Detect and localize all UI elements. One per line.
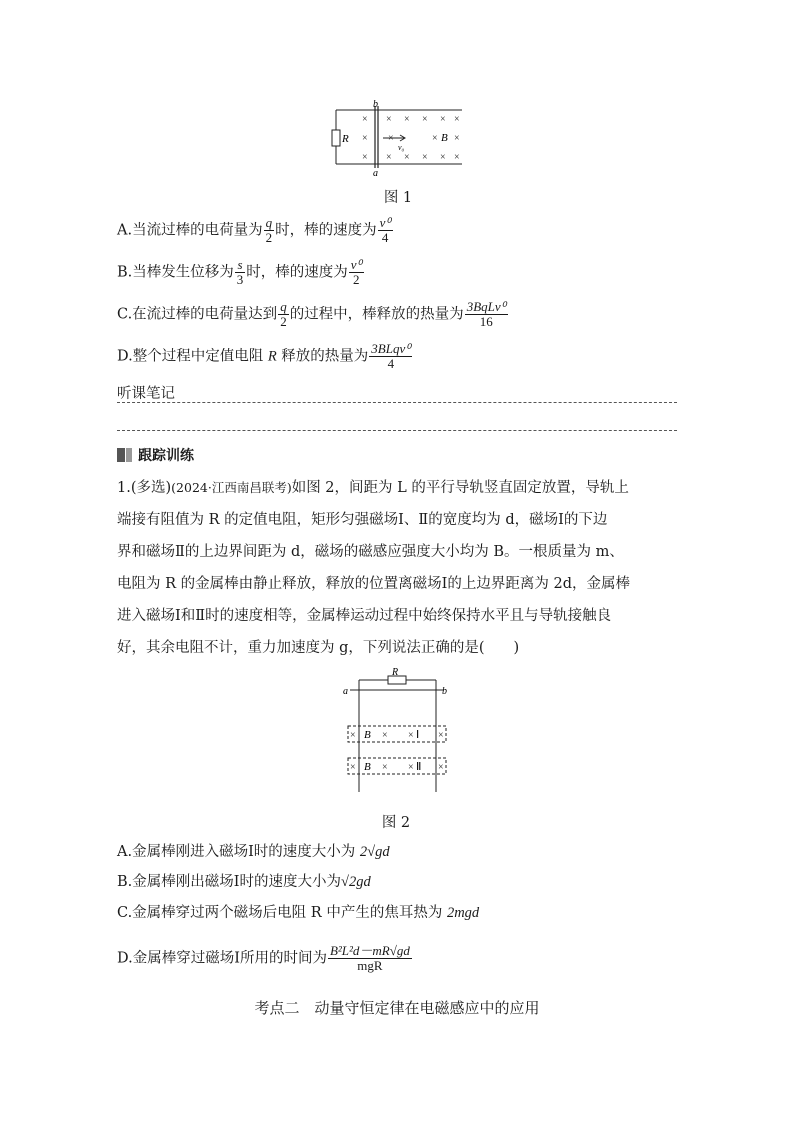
option-a: A.当流过棒的电荷量为 $\frac{q}{2}$ 时，棒的速度为 $\frac{\text{v⁰}}{4}$ [117, 215, 391, 245]
fraction: $\frac{\text{3BLqv⁰}}{4}$ [371, 341, 411, 371]
fig1-label-B: B [441, 132, 448, 144]
svg-text:×: × [432, 133, 438, 144]
svg-text:×: × [350, 762, 356, 773]
svg-text:×: × [454, 114, 460, 125]
svg-text:×: × [408, 730, 414, 741]
svg-text:×: × [422, 114, 428, 125]
notes-divider [117, 430, 677, 431]
question-2: 1.(多选)(2024·江西南昌联考)如图 2，间距为 L 的平行导轨竖直固定放置，导轨上 端接有阻值为 R 的定值电阻，矩形匀强磁场Ⅰ、Ⅱ的宽度均为 d，磁场Ⅰ的下边 界和磁场Ⅱ的上边界间距为 d，磁场的磁感应强度大小均为 B。一根质量为 m、 电阻为 R 的金属棒由静止释放，释放的位置离磁场Ⅰ的上边界距离为 2d，金属棒 进入磁场Ⅰ和Ⅱ时的速度相等，金属棒运动过程中始终保持水平且与导轨接触良 好，其余电阻不计，重力加速度为 g，下列说法正确的是( ) [117, 480, 630, 656]
svg-text:×: × [440, 152, 446, 163]
fig1-label-R: R [342, 133, 349, 145]
figure-1 [328, 98, 468, 178]
fig2-label-a: a [343, 686, 348, 697]
tag-icon [117, 448, 125, 462]
svg-text:×: × [440, 114, 446, 125]
fraction: $\frac{\text{v⁰}}{2}$ [350, 257, 362, 287]
fig2-label-R: R [392, 667, 399, 678]
svg-text:×: × [438, 730, 444, 741]
fraction: $\frac{\text{v⁰}}{4}$ [379, 215, 391, 245]
fig2-caption: 图 2 [381, 815, 411, 831]
fig2-label-I: Ⅰ [416, 729, 420, 741]
section-tag: 跟踪训练 [117, 446, 194, 464]
section-heading: 考点二 动量守恒定律在电磁感应中的应用 [254, 999, 540, 1017]
tag-icon [126, 448, 132, 462]
svg-text:×: × [362, 114, 368, 125]
svg-text:×: × [386, 114, 392, 125]
fraction: $\frac{q}{2}$ [280, 299, 287, 329]
option-d: D.整个过程中定值电阻 R 释放的热量为 $\frac{\text{3BLqv⁰}}{4}$ [117, 341, 411, 371]
svg-text:×: × [422, 152, 428, 163]
svg-text:×: × [382, 762, 388, 773]
svg-text:×: × [382, 730, 388, 741]
notes-divider [117, 402, 677, 403]
fig2-label-b: b [442, 686, 447, 697]
svg-text:×: × [408, 762, 414, 773]
fraction: $\frac{\text{B²L²d－mR√gd}}{\text{mgR}}$ [329, 943, 410, 973]
svg-text:×: × [362, 152, 368, 163]
notes-label: 听课笔记 [117, 386, 175, 402]
option-d: D.金属棒穿过磁场Ⅰ所用的时间为 $\frac{\text{B²L²d－mR√gd}}{\text{mgR}}$ [117, 943, 410, 973]
fig2-label-II: Ⅱ [416, 761, 422, 773]
option-c: C.在流过棒的电荷量达到 $\frac{q}{2}$ 的过程中，棒释放的热量为 $\frac{\text{3BqLv⁰}}{16}$ [117, 299, 506, 329]
option-b: B.当棒发生位移为 $\frac{s}{3}$ 时，棒的速度为 $\frac{\text{v⁰}}{2}$ [117, 257, 362, 287]
svg-text:×: × [438, 762, 444, 773]
svg-text:×: × [454, 133, 460, 144]
option-a: A.金属棒刚进入磁场Ⅰ时的速度大小为 2√gd [117, 844, 390, 860]
fraction: $\frac{s}{3}$ [236, 257, 244, 287]
figure-2 [340, 666, 460, 796]
fig1-label-a: a [373, 168, 378, 178]
fig2-label-B2: B [364, 761, 371, 773]
svg-text:×: × [350, 730, 356, 741]
svg-text:×: × [404, 152, 410, 163]
svg-text:×: × [454, 152, 460, 163]
fig1-caption: 图 1 [383, 190, 413, 206]
fraction: $\frac{\text{3BqLv⁰}}{16}$ [466, 299, 506, 329]
option-b: B.金属棒刚出磁场Ⅰ时的速度大小为√2gd [117, 874, 371, 890]
svg-text:×: × [386, 152, 392, 163]
svg-text:×: × [362, 133, 368, 144]
option-c: C.金属棒穿过两个磁场后电阻 R 中产生的焦耳热为 2mgd [117, 905, 480, 921]
fig1-label-v0: v₀ [398, 143, 405, 152]
fig2-label-B1: B [364, 729, 371, 741]
fig1-label-b: b [373, 99, 378, 110]
svg-text:×: × [404, 114, 410, 125]
svg-text:×: × [388, 133, 394, 144]
fraction: $\frac{q}{2}$ [265, 215, 273, 245]
